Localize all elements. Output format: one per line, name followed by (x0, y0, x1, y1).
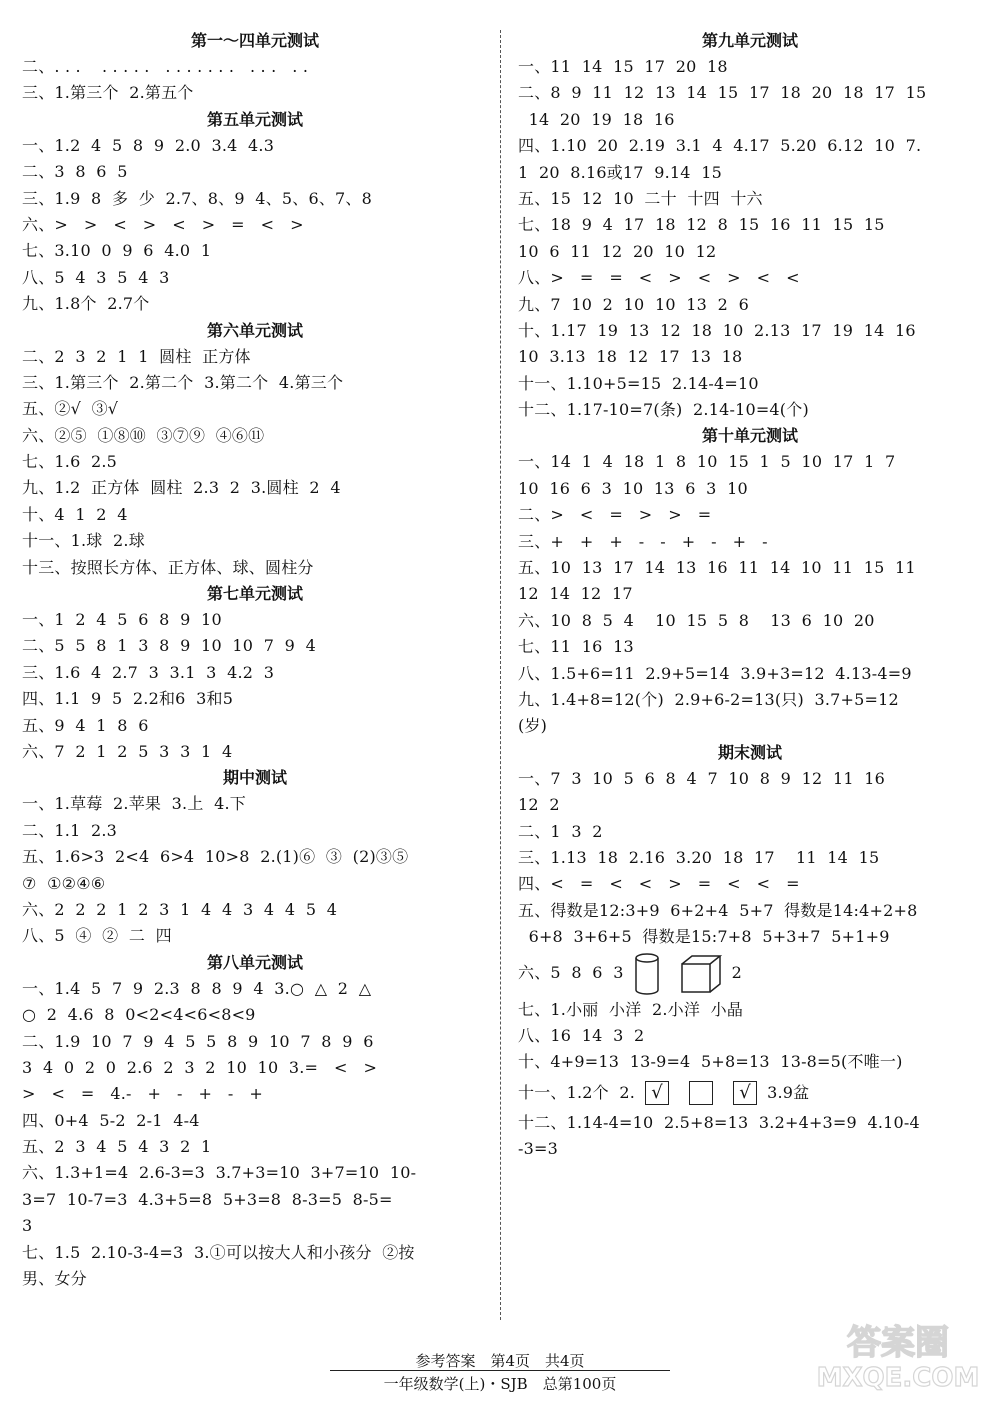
answer-line: 五、15 12 10 二十 十四 十六 (518, 188, 763, 208)
answer-line: 二、1.1 2.3 (22, 820, 118, 840)
answer-line: 五、②√ ③√ (22, 399, 119, 419)
answer-line: 五、1.6>3 2<4 6>4 10>8 2.(1)⑥ ③ (2)③⑤ (22, 847, 409, 867)
right-column (518, 28, 982, 1162)
section-title: 期中测试 (222, 768, 287, 788)
answer-line: 七、11 16 13 (518, 637, 634, 657)
watermark-logo (808, 1314, 988, 1394)
answer-line: 六、7 2 1 2 5 3 3 1 4 (22, 741, 233, 761)
answer-line: 十、4 1 2 4 (22, 504, 128, 524)
section-title: 第十单元测试 (701, 426, 798, 446)
answer-line: 四、1.1 9 5 2.2和6 3和5 (22, 689, 234, 709)
answer-line: 三、1.第三个 2.第五个 (22, 83, 194, 103)
answer-line: 六、10 8 5 4 10 15 5 8 13 6 10 20 (518, 610, 875, 630)
answer-line: 3=7 10-7=3 4.3+5=8 5+3=8 8-3=5 8-5= (22, 1189, 393, 1209)
answer-line: 3 4 0 2 0 2.6 2 3 2 10 10 3.= < > (22, 1057, 378, 1077)
answer-line: 九、7 10 2 10 10 13 2 6 (518, 294, 749, 314)
answer-line: ⑦ ①②④⑥ (22, 873, 106, 893)
answer-line: 三、1.第三个 2.第二个 3.第二个 4.第三个 (22, 372, 344, 392)
answer-line: 十二、1.14-4=10 2.5+8=13 3.2+4+3=9 4.10-4 (518, 1112, 920, 1132)
answer-line: 一、11 14 15 17 20 18 (518, 57, 728, 76)
answer-line: 二、8 9 11 12 13 14 15 17 18 20 18 17 15 (518, 83, 927, 103)
answer-line: 二、1 3 2 (518, 821, 603, 841)
answer-line: 八、> = = < > < > < < (518, 268, 800, 288)
answer-line: 1 20 8.16或17 9.14 15 (518, 162, 722, 182)
section-title: 第九单元测试 (701, 31, 798, 50)
footer-page-info: 参考答案 第4页 共4页 (415, 1352, 585, 1370)
watermark-domain: MXQE.COM (816, 1363, 980, 1393)
answer-line: 三、1.13 18 2.16 3.20 18 17 11 14 15 (518, 847, 880, 867)
answer-line: 男、女分 (22, 1269, 87, 1289)
answer-text: 六、5 8 6 3 (518, 963, 624, 983)
answer-line: 12 2 (518, 795, 560, 815)
answer-line: 六、1.3+1=4 2.6-3=3 3.7+3=10 3+7=10 10- (22, 1163, 417, 1183)
answer-line: 八、5 4 3 5 4 3 (22, 267, 170, 287)
answer-line: 3 (22, 1216, 33, 1236)
answer-line: 三、1.9 8 多 少 2.7、8、9 4、5、6、7、8 (22, 188, 372, 208)
answer-line: 五、得数是12:3+9 6+2+4 5+7 得数是14:4+2+8 (518, 900, 918, 920)
answer-checkbox (689, 1081, 713, 1105)
answer-line: 五、10 13 17 14 13 16 11 14 10 11 15 11 (518, 558, 916, 578)
column-divider (500, 30, 501, 1320)
answer-line: 一、1.草莓 2.苹果 3.上 4.下 (22, 794, 246, 814)
answer-line: 十一、1.10+5=15 2.14-4=10 (518, 373, 759, 393)
answer-line: 一、1 2 4 5 6 8 9 10 (22, 610, 222, 630)
answer-line: 四、0+4 5-2 2-1 4-4 (22, 1110, 200, 1130)
answer-line: 六、> > < > < > = < > (22, 214, 304, 234)
answer-text: 3.9盆 (767, 1082, 810, 1102)
answer-text: 2 (731, 963, 743, 983)
answer-line: 十、1.17 19 13 12 18 10 2.13 17 19 14 16 (518, 320, 916, 340)
answer-checkbox: √ (645, 1081, 669, 1105)
answer-line: 一、7 3 10 5 6 8 4 7 10 8 9 12 11 16 (518, 768, 886, 788)
answer-line: 八、1.5+6=11 2.9+5=14 3.9+3=12 4.13-4=9 (518, 663, 912, 683)
answer-line: 三、+ + + - - + - + - (518, 531, 768, 551)
answer-line: 六、2 2 2 1 2 3 1 4 4 3 4 4 5 4 (22, 899, 338, 919)
watermark-text: 答案圈 (847, 1323, 949, 1363)
answer-line: > < = 4.- + - + - + (22, 1084, 263, 1104)
answer-line: 6+8 3+6+5 得数是15:7+8 5+3+7 5+1+9 (518, 927, 890, 947)
section-title: 期末测试 (717, 742, 782, 762)
cube-icon (680, 954, 722, 994)
answer-line: 七、1.6 2.5 (22, 452, 118, 472)
answer-line: 二、. . . . . . . . . . . . . . . . . . . . (22, 57, 309, 76)
answer-line: 九、1.2 正方体 圆柱 2.3 2 3.圆柱 2 4 (22, 478, 341, 498)
section-title: 第一～四单元测试 (190, 31, 319, 50)
answer-line: 二、> < = > > = (518, 505, 712, 525)
answer-line: ○ 2 4.6 8 0<2<4<6<8<9 (22, 1005, 256, 1025)
answer-line: 二、3 8 6 5 (22, 162, 128, 182)
answer-line: 14 20 19 18 16 (518, 109, 675, 129)
answer-line: 七、1.小丽 小洋 2.小洋 小晶 (518, 999, 744, 1019)
answer-line: 六、②⑤ ①⑧⑩ ③⑦⑨ ④⑥⑪ (22, 425, 265, 445)
answer-line: 八、16 14 3 2 (518, 1025, 645, 1045)
answer-line: 一、1.4 5 7 9 2.3 8 8 9 4 3.○ △ 2 △ (22, 978, 372, 998)
answer-line: 10 6 11 12 20 10 12 (518, 241, 717, 261)
answer-line: 九、1.4+8=12(个) 2.9+6-2=13(只) 3.7+5=12 (518, 689, 899, 709)
answer-line: 10 16 6 3 10 13 6 3 10 (518, 478, 748, 498)
footer-rule (330, 1370, 670, 1371)
answer-line: 四、1.10 20 2.19 3.1 4 4.17 5.20 6.12 10 7. (518, 136, 922, 156)
answer-line: -3=3 (518, 1139, 558, 1159)
answer-line: 九、1.8个 2.7个 (22, 294, 150, 314)
answer-line: 十二、1.17-10=7(条) 2.14-10=4(个) (518, 400, 809, 420)
answer-line-checkboxes (518, 1076, 982, 1110)
footer-book-info: 一年级数学(上)・SJB 总第100页 (383, 1375, 617, 1393)
section-title: 第五单元测试 (206, 109, 303, 129)
answer-line: 五、2 3 4 5 4 3 2 1 (22, 1137, 212, 1157)
answer-line: 12 14 12 17 (518, 584, 633, 604)
answer-line: 十一、1.球 2.球 (22, 531, 145, 551)
answer-line: 七、1.5 2.10-3-4=3 3.①可以按大人和小孩分 ②按 (22, 1242, 415, 1262)
section-title: 第六单元测试 (206, 320, 303, 340)
answer-line: 10 3.13 18 12 17 13 18 (518, 347, 743, 367)
cylinder-icon (634, 953, 660, 995)
answer-line: 十、4+9=13 13-9=4 5+8=13 13-8=5(不唯一) (518, 1052, 903, 1072)
answer-line: 二、2 3 2 1 1 圆柱 正方体 (22, 346, 251, 366)
section-title: 第七单元测试 (206, 584, 303, 604)
answer-checkbox: √ (733, 1081, 757, 1105)
answer-line: 七、3.10 0 9 6 4.0 1 (22, 241, 212, 261)
answer-line: 二、1.9 10 7 9 4 5 5 8 9 10 7 8 9 6 (22, 1031, 374, 1051)
answer-text: 十一、1.2个 2. (518, 1082, 636, 1102)
answer-line: 二、5 5 8 1 3 8 9 10 10 7 9 4 (22, 636, 317, 656)
answer-line: 五、9 4 1 8 6 (22, 715, 149, 735)
section-title: 第八单元测试 (206, 952, 303, 972)
answer-line: 十三、按照长方体、正方体、球、圆柱分 (22, 557, 314, 577)
answer-line: 八、5 ④ ② 二 四 (22, 926, 172, 946)
answer-line: 一、1.2 4 5 8 9 2.0 3.4 4.3 (22, 135, 275, 155)
answer-line: 三、1.6 4 2.7 3 3.1 3 4.2 3 (22, 662, 275, 682)
answer-line: 一、14 1 4 18 1 8 10 15 1 5 10 17 1 7 (518, 452, 896, 472)
answer-line-shapes (518, 951, 982, 997)
left-column (22, 28, 488, 1292)
answer-line: (岁) (518, 716, 548, 736)
answer-line: 四、< = < < > = < < = (518, 874, 800, 894)
answer-line: 七、18 9 4 17 18 12 8 15 16 11 15 15 (518, 215, 885, 235)
